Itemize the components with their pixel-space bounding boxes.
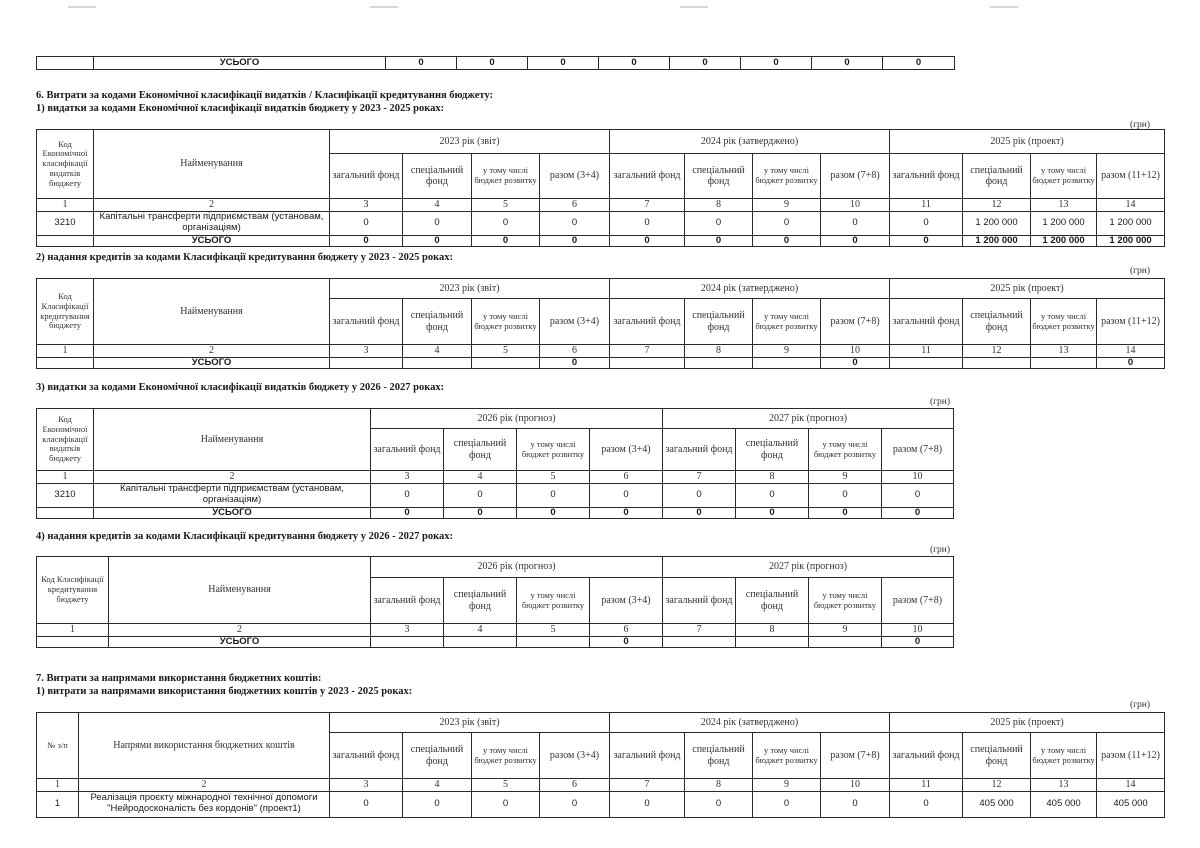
total-value: 0 <box>386 57 457 70</box>
total-row <box>37 507 954 519</box>
col-name-header: Найменування <box>94 130 330 199</box>
subcol-header: спеціальний фонд <box>736 429 809 471</box>
total-value: 0 <box>1097 357 1165 369</box>
subcol-header: спеціальний фонд <box>963 299 1031 345</box>
col-number: 7 <box>610 779 685 792</box>
col-number: 6 <box>540 199 610 212</box>
row-value: 0 <box>444 483 517 507</box>
row-value: 0 <box>371 483 444 507</box>
col-number: 6 <box>540 345 610 358</box>
col-name-header: Найменування <box>109 557 371 624</box>
section6-sub1-title: 1) видатки за кодами Економічної класифікації видатків бюджету у 2023 - 2025 роках: <box>36 103 445 114</box>
col-number: 6 <box>590 624 663 637</box>
col-number: 10 <box>882 471 954 484</box>
subcol-header: у тому числі бюджет розвитку <box>753 733 821 779</box>
col-number: 6 <box>590 471 663 484</box>
total-value: 0 <box>540 357 610 369</box>
row-value: 0 <box>821 791 890 817</box>
row-value: 1 200 000 <box>1097 211 1165 235</box>
subcol-header: загальний фонд <box>371 429 444 471</box>
col-number: 5 <box>472 345 540 358</box>
subcol-header: разом (7+8) <box>821 299 890 345</box>
subcol-header: спеціальний фонд <box>403 733 472 779</box>
col-code-header: Код Класифікації кредитування бюджету <box>37 557 109 624</box>
col-number: 9 <box>753 199 821 212</box>
subcol-header: у тому числі бюджет розвитку <box>753 154 821 199</box>
col-name-header: Найменування <box>94 279 330 345</box>
subcol-header: загальний фонд <box>610 299 685 345</box>
col-number: 10 <box>821 779 890 792</box>
row-value: 1 200 000 <box>963 211 1031 235</box>
col-number: 3 <box>371 471 444 484</box>
total-row <box>37 636 954 648</box>
year-header: 2023 рік (звіт) <box>330 713 610 733</box>
subcol-header: загальний фонд <box>663 429 736 471</box>
col-number: 5 <box>472 199 540 212</box>
row-value: 0 <box>685 211 753 235</box>
row-value: 405 000 <box>963 791 1031 817</box>
col-name-header: Найменування <box>94 409 371 471</box>
col-number: 5 <box>517 471 590 484</box>
total-value: 0 <box>736 507 809 519</box>
year-header: 2025 рік (проект) <box>890 130 1165 154</box>
subcol-header: спеціальний фонд <box>685 154 753 199</box>
subcol-header: у тому числі бюджет розвитку <box>753 299 821 345</box>
total-row <box>37 235 1165 247</box>
year-header: 2024 рік (затверджено) <box>610 713 890 733</box>
header-row <box>37 713 1165 733</box>
col-number: 9 <box>753 345 821 358</box>
col-number: 9 <box>809 471 882 484</box>
table-row <box>37 791 1165 817</box>
subcol-header: спеціальний фонд <box>685 299 753 345</box>
row-value: 0 <box>590 483 663 507</box>
col-number: 12 <box>963 779 1031 792</box>
total-row <box>37 57 955 70</box>
section7-title: 7. Витрати за напрямами використання бюджетних коштів: <box>36 673 322 684</box>
subcol-header: у тому числі бюджет розвитку <box>472 733 540 779</box>
row-value: 0 <box>472 791 540 817</box>
subcol-header: у тому числі бюджет розвитку <box>809 429 882 471</box>
subcol-header: разом (3+4) <box>540 154 610 199</box>
subcol-header: загальний фонд <box>330 733 403 779</box>
col-number: 10 <box>882 624 954 637</box>
col-number: 2 <box>94 471 371 484</box>
total-value <box>753 357 821 369</box>
subcol-header: загальний фонд <box>890 733 963 779</box>
total-value: 0 <box>330 235 403 247</box>
total-value: 0 <box>663 507 736 519</box>
col-code-header: Код Економічної класифікації видатків бюджету <box>37 130 94 199</box>
col-number: 1 <box>37 779 79 792</box>
col-number: 8 <box>685 345 753 358</box>
total-label: УСЬОГО <box>94 235 330 247</box>
year-header: 2027 рік (прогноз) <box>663 557 954 578</box>
subcol-header: спеціальний фонд <box>403 154 472 199</box>
subcol-header: разом (3+4) <box>540 299 610 345</box>
col-number: 3 <box>330 779 403 792</box>
row-value: 0 <box>610 791 685 817</box>
row-value: 0 <box>403 211 472 235</box>
subcol-header: у тому числі бюджет розвитку <box>1031 733 1097 779</box>
subcol-header: загальний фонд <box>890 299 963 345</box>
section7-sub1-title: 1) витрати за напрямами використання бюджетних коштів у 2023 - 2025 роках: <box>36 686 413 697</box>
subcol-header: спеціальний фонд <box>444 578 517 624</box>
col-number: 14 <box>1097 779 1165 792</box>
total-value: 0 <box>741 57 812 70</box>
col-code-header: № з/п <box>37 713 79 779</box>
total-value: 0 <box>882 636 954 648</box>
col-number: 11 <box>890 345 963 358</box>
row-value: 0 <box>753 211 821 235</box>
subcol-header: у тому числі бюджет розвитку <box>1031 154 1097 199</box>
col-number: 2 <box>109 624 371 637</box>
col-number: 1 <box>37 199 94 212</box>
unit-label: (грн) <box>1130 700 1151 710</box>
col-number: 6 <box>540 779 610 792</box>
col-number: 14 <box>1097 199 1165 212</box>
total-value <box>444 636 517 648</box>
empty-cell <box>37 636 109 648</box>
total-value <box>610 357 685 369</box>
col-number: 4 <box>403 779 472 792</box>
subcol-header: разом (3+4) <box>540 733 610 779</box>
col-number: 3 <box>330 199 403 212</box>
row-value: 405 000 <box>1031 791 1097 817</box>
total-value <box>472 357 540 369</box>
row-value: 0 <box>890 211 963 235</box>
table-6-4 <box>36 556 954 648</box>
subcol-header: спеціальний фонд <box>685 733 753 779</box>
col-number: 13 <box>1031 779 1097 792</box>
total-value: 1 200 000 <box>1097 235 1165 247</box>
subcol-header: загальний фонд <box>610 154 685 199</box>
row-number: 1 <box>37 791 79 817</box>
total-value <box>685 357 753 369</box>
subcol-header: спеціальний фонд <box>444 429 517 471</box>
total-value: 0 <box>599 57 670 70</box>
total-value: 0 <box>590 507 663 519</box>
subcol-header: у тому числі бюджет розвитку <box>472 299 540 345</box>
subcol-header: у тому числі бюджет розвитку <box>809 578 882 624</box>
subcol-header: разом (3+4) <box>590 578 663 624</box>
row-value: 0 <box>540 211 610 235</box>
row-value: 0 <box>330 211 403 235</box>
subcol-header: спеціальний фонд <box>963 733 1031 779</box>
total-value: 0 <box>528 57 599 70</box>
section6-sub4-title: 4) надання кредитів за кодами Класифікації кредитування бюджету у 2026 - 2027 роках: <box>36 531 454 542</box>
subcol-header: загальний фонд <box>610 733 685 779</box>
unit-label: (грн) <box>1130 266 1151 276</box>
col-number: 10 <box>821 199 890 212</box>
table-row <box>37 483 954 507</box>
total-value: 0 <box>685 235 753 247</box>
column-number-row <box>37 779 1165 792</box>
total-value: 0 <box>812 57 883 70</box>
total-value: 0 <box>444 507 517 519</box>
col-number: 13 <box>1031 345 1097 358</box>
total-value: 1 200 000 <box>1031 235 1097 247</box>
total-value <box>1031 357 1097 369</box>
subcol-header: спеціальний фонд <box>736 578 809 624</box>
col-number: 4 <box>444 624 517 637</box>
total-value: 0 <box>883 57 955 70</box>
total-value <box>809 636 882 648</box>
header-row <box>37 557 954 578</box>
header-row <box>37 130 1165 154</box>
column-number-row <box>37 624 954 637</box>
row-value: 0 <box>882 483 954 507</box>
total-label: УСЬОГО <box>94 507 371 519</box>
row-value: 0 <box>753 791 821 817</box>
previous-table-total <box>36 56 955 70</box>
year-header: 2027 рік (прогноз) <box>663 409 954 429</box>
header-row <box>37 409 954 429</box>
total-value: 0 <box>590 636 663 648</box>
row-value: 0 <box>890 791 963 817</box>
row-value: 0 <box>610 211 685 235</box>
unit-label: (грн) <box>1130 120 1151 130</box>
column-number-row <box>37 345 1165 358</box>
col-number: 7 <box>610 199 685 212</box>
row-value: 0 <box>821 211 890 235</box>
total-value: 0 <box>403 235 472 247</box>
subcol-header: у тому числі бюджет розвитку <box>472 154 540 199</box>
scan-mark <box>990 6 1018 8</box>
col-number: 8 <box>736 624 809 637</box>
total-label: УСЬОГО <box>109 636 371 648</box>
col-number: 8 <box>685 199 753 212</box>
total-value: 0 <box>472 235 540 247</box>
row-value: 0 <box>685 791 753 817</box>
row-code: 3210 <box>37 211 94 235</box>
year-header: 2023 рік (звіт) <box>330 130 610 154</box>
row-value: 1 200 000 <box>1031 211 1097 235</box>
year-header: 2025 рік (проект) <box>890 713 1165 733</box>
section6-sub2-title: 2) надання кредитів за кодами Класифікації кредитування бюджету у 2023 - 2025 роках: <box>36 252 454 263</box>
row-value: 0 <box>472 211 540 235</box>
col-number: 7 <box>663 624 736 637</box>
total-value <box>403 357 472 369</box>
total-value: 0 <box>882 507 954 519</box>
col-number: 8 <box>736 471 809 484</box>
col-number: 14 <box>1097 345 1165 358</box>
row-value: 0 <box>403 791 472 817</box>
col-number: 1 <box>37 345 94 358</box>
col-number: 13 <box>1031 199 1097 212</box>
table-7-1 <box>36 712 1165 818</box>
row-name: Капітальні трансферти підприємствам (установам, організаціям) <box>94 483 371 507</box>
total-label: УСЬОГО <box>94 57 386 70</box>
subcol-header: у тому числі бюджет розвитку <box>517 429 590 471</box>
total-value: 1 200 000 <box>963 235 1031 247</box>
year-header: 2026 рік (прогноз) <box>371 557 663 578</box>
subcol-header: разом (11+12) <box>1097 733 1165 779</box>
scan-mark <box>680 6 708 8</box>
total-value <box>736 636 809 648</box>
subcol-header: загальний фонд <box>663 578 736 624</box>
column-number-row <box>37 471 954 484</box>
col-number: 1 <box>37 471 94 484</box>
col-number: 1 <box>37 624 109 637</box>
total-value: 0 <box>753 235 821 247</box>
subcol-header: разом (7+8) <box>882 578 954 624</box>
subcol-header: загальний фонд <box>330 154 403 199</box>
row-value: 405 000 <box>1097 791 1165 817</box>
year-header: 2023 рік (звіт) <box>330 279 610 299</box>
empty-cell <box>37 357 94 369</box>
total-value: 0 <box>610 235 685 247</box>
col-number: 11 <box>890 779 963 792</box>
total-row <box>37 357 1165 369</box>
unit-label: (грн) <box>930 545 951 555</box>
total-value: 0 <box>890 235 963 247</box>
subcol-header: загальний фонд <box>330 299 403 345</box>
total-value <box>963 357 1031 369</box>
col-name-header: Напрями використання бюджетних коштів <box>79 713 330 779</box>
subcol-header: спеціальний фонд <box>963 154 1031 199</box>
total-value: 0 <box>809 507 882 519</box>
col-number: 7 <box>610 345 685 358</box>
total-value: 0 <box>371 507 444 519</box>
total-value: 0 <box>457 57 528 70</box>
col-number: 4 <box>403 345 472 358</box>
section6-title: 6. Витрати за кодами Економічної класифікації видатків / Класифікації кредитування бюджету: <box>36 90 494 101</box>
subcol-header: разом (11+12) <box>1097 154 1165 199</box>
col-number: 5 <box>517 624 590 637</box>
total-value: 0 <box>670 57 741 70</box>
col-number: 2 <box>94 345 330 358</box>
subcol-header: загальний фонд <box>890 154 963 199</box>
row-name: Реалізація проєкту міжнародної технічної допомоги "Нейродосконалість без кордонів" (проект1) <box>79 791 330 817</box>
row-value: 0 <box>809 483 882 507</box>
row-value: 0 <box>736 483 809 507</box>
col-code-header: Код Економічної класифікації видатків бюджету <box>37 409 94 471</box>
col-number: 12 <box>963 345 1031 358</box>
col-code-header: Код Класифікації кредитування бюджету <box>37 279 94 345</box>
total-value: 0 <box>821 357 890 369</box>
empty-cell <box>37 57 94 70</box>
year-header: 2024 рік (затверджено) <box>610 279 890 299</box>
scan-mark <box>370 6 398 8</box>
year-header: 2026 рік (прогноз) <box>371 409 663 429</box>
subcol-header: разом (7+8) <box>821 733 890 779</box>
row-code: 3210 <box>37 483 94 507</box>
col-number: 8 <box>685 779 753 792</box>
col-number: 10 <box>821 345 890 358</box>
row-value: 0 <box>517 483 590 507</box>
total-value <box>371 636 444 648</box>
subcol-header: разом (11+12) <box>1097 299 1165 345</box>
col-number: 2 <box>94 199 330 212</box>
column-number-row <box>37 199 1165 212</box>
col-number: 4 <box>444 471 517 484</box>
col-number: 9 <box>753 779 821 792</box>
scan-mark <box>68 6 96 8</box>
subcol-header: спеціальний фонд <box>403 299 472 345</box>
total-label: УСЬОГО <box>94 357 330 369</box>
total-value: 0 <box>517 507 590 519</box>
year-header: 2025 рік (проект) <box>890 279 1165 299</box>
col-number: 12 <box>963 199 1031 212</box>
col-number: 9 <box>809 624 882 637</box>
subcol-header: у тому числі бюджет розвитку <box>1031 299 1097 345</box>
subcol-header: разом (7+8) <box>882 429 954 471</box>
year-header: 2024 рік (затверджено) <box>610 130 890 154</box>
subcol-header: разом (7+8) <box>821 154 890 199</box>
unit-label: (грн) <box>930 397 951 407</box>
empty-cell <box>37 507 94 519</box>
row-value: 0 <box>663 483 736 507</box>
total-value: 0 <box>821 235 890 247</box>
col-number: 3 <box>371 624 444 637</box>
table-6-1 <box>36 129 1165 247</box>
total-value <box>517 636 590 648</box>
total-value <box>663 636 736 648</box>
table-6-2 <box>36 278 1165 369</box>
row-value: 0 <box>330 791 403 817</box>
col-number: 11 <box>890 199 963 212</box>
subcol-header: загальний фонд <box>371 578 444 624</box>
subcol-header: у тому числі бюджет розвитку <box>517 578 590 624</box>
total-value: 0 <box>540 235 610 247</box>
col-number: 7 <box>663 471 736 484</box>
total-value <box>330 357 403 369</box>
col-number: 3 <box>330 345 403 358</box>
subcol-header: разом (3+4) <box>590 429 663 471</box>
table-6-3 <box>36 408 954 519</box>
row-value: 0 <box>540 791 610 817</box>
total-value <box>890 357 963 369</box>
col-number: 4 <box>403 199 472 212</box>
col-number: 2 <box>79 779 330 792</box>
header-row <box>37 279 1165 299</box>
row-name: Капітальні трансферти підприємствам (установам, організаціям) <box>94 211 330 235</box>
col-number: 5 <box>472 779 540 792</box>
section6-sub3-title: 3) видатки за кодами Економічної класифікації видатків бюджету у 2026 - 2027 роках: <box>36 382 445 393</box>
empty-cell <box>37 235 94 247</box>
table-row <box>37 211 1165 235</box>
